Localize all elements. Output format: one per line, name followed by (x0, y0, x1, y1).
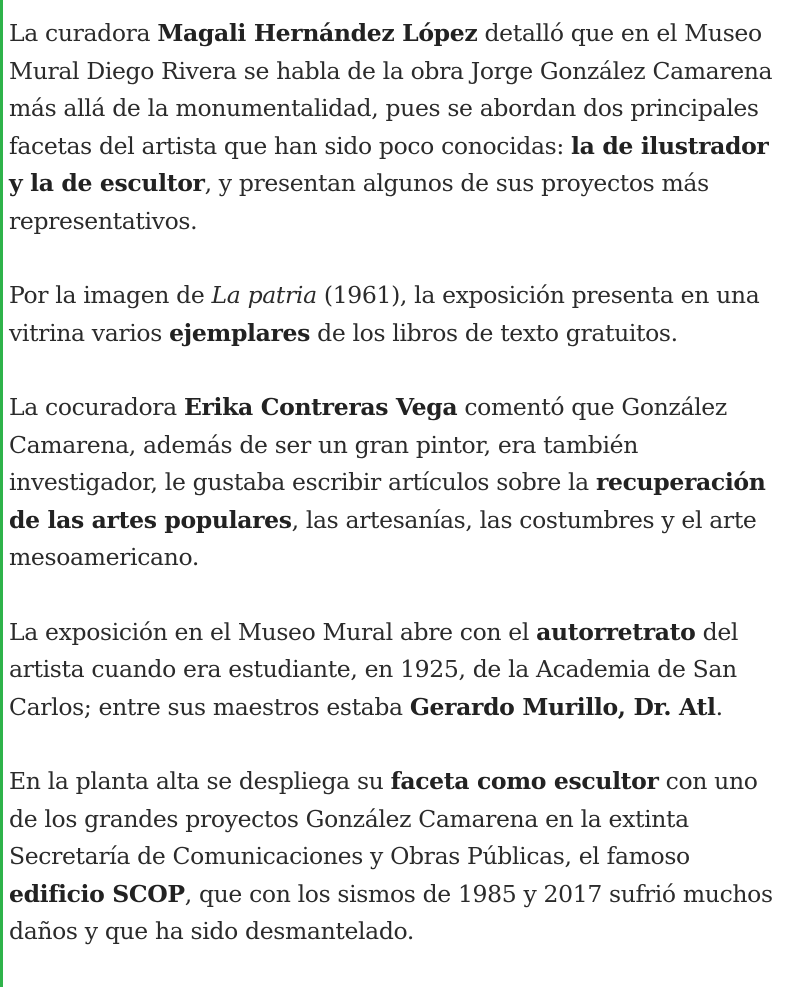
text: comentó que González Camarena, además de ser un gran pintor, era también investigador, le gustaba escribir artículos sobre la (9, 393, 727, 496)
paragraph-cocuradora (9, 389, 789, 577)
text: , y presentan algunos de sus proyectos más representativos. (9, 169, 709, 235)
bold-name: Gerardo Murillo, Dr. Atl (409, 692, 716, 721)
text: En la planta alta se despliega su (9, 767, 391, 795)
bold-name: Erika Contreras Vega (183, 393, 458, 421)
italic-title: La patria (211, 281, 317, 309)
bold-phrase: recuperación de las artes populares (9, 468, 766, 534)
text: La cocuradora (9, 393, 184, 421)
bold-phrase: edificio SCOP (9, 879, 185, 908)
text: detalló que en el Museo Mural Diego Rivera se habla de la obra Jorge González Camarena más allá de la monumentalidad, pues se abordan dos principales facetas del artista que han sido poco conocidas: (9, 19, 773, 160)
text: de los libros de texto gratuitos. (310, 318, 678, 347)
bold-phrase: ejemplares (169, 318, 310, 347)
paragraph-la-patria (9, 277, 789, 352)
text: , que con los sismos de 1985 y 2017 sufrió muchos daños y que ha sido desmantelado. (9, 879, 773, 945)
text: del artista cuando era estudiante, en 1925, de la Academia de San Carlos; entre sus maestros estaba (9, 617, 739, 721)
bold-phrase: autorretrato (536, 617, 696, 646)
paragraph-autorretrato (9, 614, 789, 727)
bold-phrase: faceta como escultor (390, 767, 659, 795)
paragraph-escultor (9, 763, 789, 951)
bold-phrase: la de ilustrador y la de escultor (9, 131, 769, 197)
text: La exposición en el Museo Mural abre con el (9, 617, 537, 646)
bold-name: Magali Hernández López (157, 19, 478, 47)
paragraph-curadora (9, 15, 789, 240)
text: Por la imagen de (9, 281, 212, 309)
text: con uno de los grandes proyectos González Camarena en la extinta Secretaría de Comunicaciones y Obras Públicas, el famoso (9, 767, 758, 870)
text: , las artesanías, las costumbres y el arte mesoamericano. (9, 505, 757, 571)
text: . (715, 692, 723, 721)
text: (1961), la exposición presenta en una vitrina varios (9, 281, 760, 347)
text: La curadora (9, 19, 158, 47)
